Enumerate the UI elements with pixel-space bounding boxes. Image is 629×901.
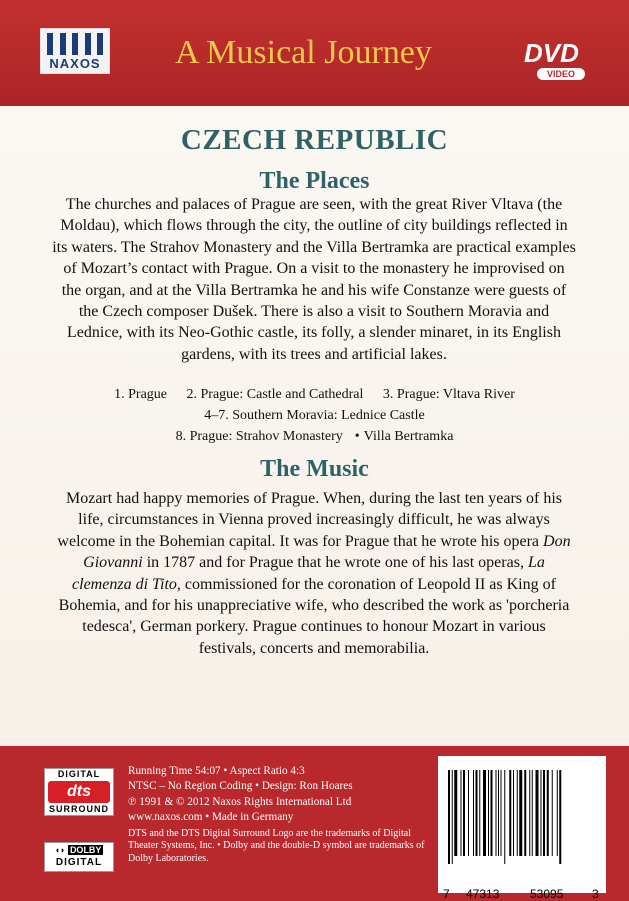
music-description: Mozart had happy memories of Prague. When, during the last ten years of his life, circumstances in Vienna proved increasingly difficult, he was always welcome in the Bohemian capital. It was for Prague that he wrote his opera Don Giovanni in 1787 and for Prague that he wrote one of his last operas, La clemenza di Tito, commissioned for the coronation of Leopold II as King of Bohemia, and for his unappreciative wife, who described the work as 'porcheria tedesca', German porkery. Prague continues to honour Mozart in various festivals, concerts and memorabilia. — [57, 490, 571, 657]
dts-digital-surround-logo — [44, 768, 114, 816]
barcode-bar — [552, 770, 553, 856]
barcode-digit: 53095 — [530, 887, 564, 901]
barcode-bar — [536, 770, 539, 856]
copyright-line: ℗ 1991 & © 2012 Naxos Rights International Ltd — [128, 795, 352, 808]
chapter-item: 2. Prague: Castle and Cathedral — [186, 387, 364, 402]
double-d-icon: ◖◗ — [54, 845, 66, 855]
opera-title: La clemenza di Tito — [72, 554, 545, 593]
running-time-line: Running Time 54:07 • Aspect Ratio 4:3 — [128, 765, 305, 777]
music-heading: The Music — [260, 456, 369, 482]
barcode-bar — [468, 770, 469, 856]
barcode-bar — [454, 770, 457, 856]
barcode-bar — [491, 770, 493, 856]
barcode-bar — [473, 770, 474, 856]
barcode-bar — [547, 770, 549, 856]
barcode-bar — [452, 770, 453, 864]
series-title: A Musical Journey — [175, 34, 432, 71]
dts-logo-mark: dts — [48, 781, 110, 803]
barcode-bar — [543, 770, 545, 856]
barcode-bar — [529, 770, 530, 856]
dvd-logo-subtext: VIDEO — [537, 68, 585, 80]
chapter-item: 3. Prague: Vltava River — [382, 387, 515, 402]
barcode-bar — [448, 770, 450, 864]
main-content — [0, 106, 629, 746]
barcode-bar — [483, 770, 486, 856]
barcode-digit: 3 — [592, 887, 599, 901]
naxos-logo — [40, 28, 110, 74]
barcode-bar — [496, 770, 497, 856]
barcode-bar — [488, 770, 489, 856]
chapter-item: 1. Prague — [114, 387, 168, 402]
dvd-logo-text: DVD — [524, 38, 579, 68]
dvd-video-logo — [524, 40, 598, 82]
places-heading: The Places — [259, 168, 370, 194]
format-line: NTSC – No Region Coding • Design: Ron Hoares — [128, 780, 353, 793]
barcode-bar — [557, 770, 558, 856]
barcode-bar — [517, 770, 518, 856]
opera-title: Don Giovanni — [83, 532, 571, 572]
chapter-separator: • — [354, 429, 360, 444]
barcode-bar — [461, 770, 462, 856]
dts-logo-bottom: SURROUND — [48, 804, 109, 814]
barcode-digit: 47313 — [466, 887, 500, 901]
dolby-digital-logo — [44, 842, 114, 872]
website-line: www.naxos.com • Made in Germany — [128, 811, 294, 824]
barcode-bar — [524, 770, 526, 856]
dolby-logo-text: DOLBY — [69, 845, 102, 855]
barcode-bar — [519, 770, 522, 856]
chapter-item: 4–7. Southern Moravia: Lednice Castle — [204, 408, 425, 423]
header-banner — [0, 0, 629, 106]
dolby-logo-digital: DIGITAL — [55, 857, 103, 868]
barcode-bar — [541, 770, 542, 856]
barcode-bar — [463, 770, 465, 856]
barcode-bar — [532, 770, 533, 856]
country-title: CZECH REPUBLIC — [180, 124, 449, 156]
barcode-bar — [509, 770, 511, 856]
barcode-bar — [498, 770, 499, 856]
barcode-bar — [476, 770, 478, 856]
barcode-bar — [501, 770, 502, 856]
product-credits — [128, 764, 438, 865]
chapter-list — [40, 384, 589, 447]
dts-logo-top: DIGITAL — [57, 769, 101, 779]
barcode-bar — [513, 770, 514, 856]
chapter-item: Villa Bertramka — [363, 429, 454, 444]
trademark-notice: DTS and the DTS Digital Surround Logo are the trademarks of Digital Theater Systems, Inc. • Dolby and the double-D symbol are trademarks of Dolby Laboratories. — [128, 827, 425, 864]
barcode-bar — [479, 770, 480, 856]
naxos-logo-text: NAXOS — [49, 56, 101, 71]
barcode-bars — [446, 770, 598, 864]
footer — [0, 746, 629, 900]
barcode-digit: 7 — [443, 887, 450, 901]
barcode-bar — [559, 770, 561, 864]
places-description: The churches and palaces of Prague are seen, with the great River Vltava (the Moldau), which flows through the city, the outline of city buildings reflected in its waters. The Strahov Monastery and the Villa Bertramka are practical examples of Mozart’s contact with Prague. On a visit to the monastery he improvised on the organ, and at the Villa Bertramka he and his wife Constanze were guests of the Czech composer Dušek. There is also a visit to Southern Moravia and Lednice, with its Neo-Gothic castle, its folly, a slender minaret, in its English gardens, with its trees and artificial lakes. — [52, 196, 576, 363]
chapter-item: 8. Prague: Strahov Monastery — [175, 429, 343, 444]
barcode — [438, 756, 606, 901]
barcode-bar — [504, 770, 505, 864]
